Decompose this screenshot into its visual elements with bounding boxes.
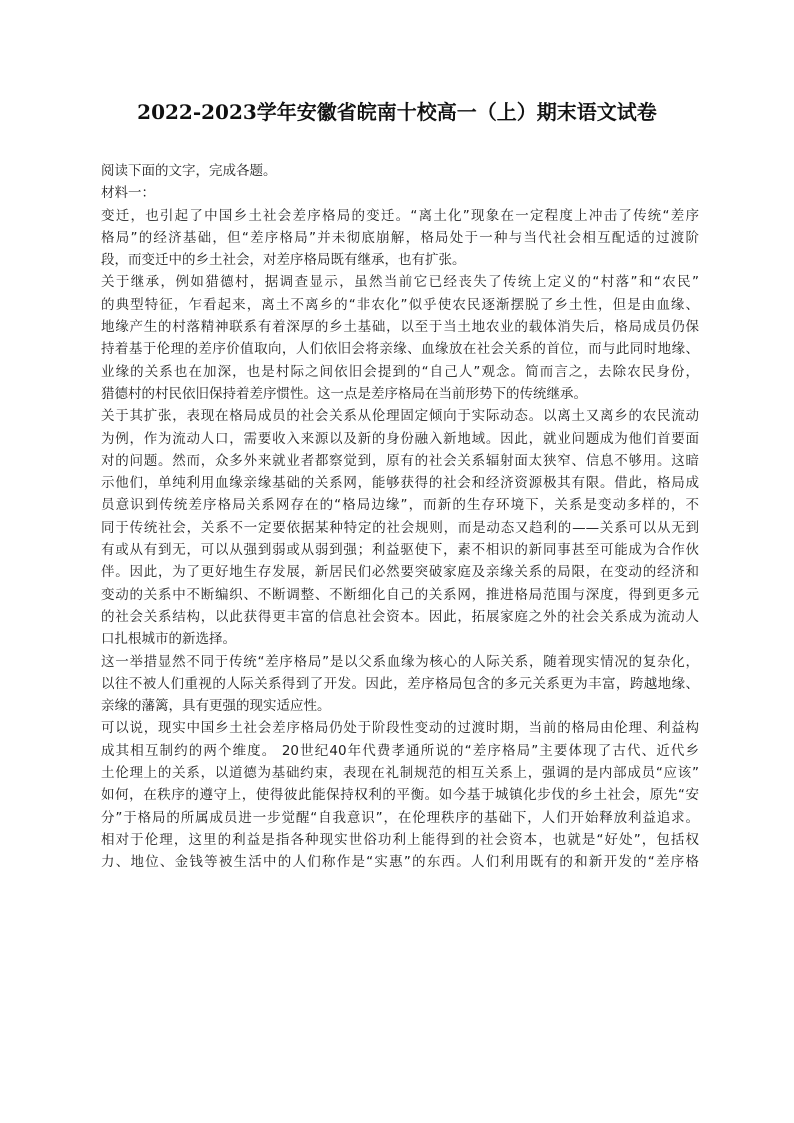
passage-line: 变动的关系中不断编织、不断调整、不断细化自己的关系网，推进格局范围与深度，得到更多元 [101,586,699,603]
passage-line: 有或从有到无，可以从强到弱或从弱到强；利益驱使下，素不相识的新同事甚至可能成为合作伙 [101,542,699,559]
passage-line: 的社会关系结构，以此获得更丰富的信息社会资本。因此，拓展家庭之外的社会关系成为流动人 [101,608,699,625]
passage-line: 变迁，也引起了中国乡土社会差序格局的变迁。“离土化”现象在一定程度上冲击了传统“差序 [101,207,699,224]
passage-line: 业缘的关系也在加深，也是村际之间依旧会提到的“自己人”观念。简而言之，去除农民身份， [101,363,699,380]
reading-passage [101,160,699,874]
passage-line: 为例，作为流动人口，需要收入来源以及新的身份融入新地域。因此，就业问题成为他们首要面 [101,430,699,447]
passage-line: 可以说，现实中国乡土社会差序格局仍处于阶段性变动的过渡时期，当前的格局由伦理、利益构 [101,720,699,737]
passage-line: 格局”的经济基础，但“差序格局”并未彻底崩解，格局处于一种与当代社会相互配适的过渡阶 [101,229,699,246]
passage-line: 对的问题。然而，众多外来就业者都察觉到，原有的社会关系辐射面太狭窄、信息不够用。这暗 [101,452,699,469]
passage-line: 力、地位、金钱等被生活中的人们称作是“实惠”的东西。人们利用既有的和新开发的“差序格 [101,854,699,871]
passage-line: 同于传统社会，关系不一定要依据某种特定的社会规则，而是动态又趋利的——关系可以从无到 [101,519,699,536]
passage-line: 示他们，单纯利用血缘亲缘基础的关系网，能够获得的社会和经济资源极其有限。借此，格局成 [101,475,699,492]
passage-line: 成其相互制约的两个维度。 20世纪40年代费孝通所说的“差序格局”主要体现了古代、近代乡 [101,742,699,759]
passage-line: 关于其扩张，表现在格局成员的社会关系从伦理固定倾向于实际动态。以离土又离乡的农民流动 [101,408,699,425]
passage-line: 如何，在秩序的遵守上，使得彼此能保持权利的平衡。如今基于城镇化步伐的乡土社会，原先“安 [101,787,699,804]
passage-line: 分”于格局的所属成员进一步觉醒“自我意识”，在伦理秩序的基础下，人们开始释放利益追求。 [101,809,699,826]
passage-line: 这一举措显然不同于传统“差序格局”是以父系血缘为核心的人际关系，随着现实情况的复杂化， [101,653,699,670]
passage-line: 段，而变迁中的乡土社会，对差序格局既有继承，也有扩张。 [101,252,466,269]
instruction-line: 阅读下面的文字，完成各题。 [101,163,277,179]
passage-line: 猎德村的村民依旧保持着差序惯性。这一点是差序格局在当前形势下的传统继承。 [101,385,587,402]
passage-line: 地缘产生的村落精神联系有着深厚的乡土基础，以至于当土地农业的载体消失后，格局成员仍保 [101,319,699,336]
passage-line: 的典型特征，乍看起来，离土不离乡的“非农化”似乎使农民逐渐摆脱了乡土性，但是由血缘、 [101,296,699,313]
passage-line: 以往不被人们重视的人际关系得到了开发。因此，差序格局包含的多元关系更为丰富，跨越地缘、 [101,675,699,692]
passage-line: 口扎根城市的新选择。 [101,631,236,648]
passage-line: 持着基于伦理的差序价值取向，人们依旧会将亲缘、血缘放在社会关系的首位，而与此同时地缘、 [101,341,699,358]
passage-line: 员意识到传统差序格局关系网存在的“格局边缘”，而新的生存环境下，关系是变动多样的，不 [101,497,699,514]
material-label: 材料一： [101,185,155,202]
passage-line: 相对于伦理，这里的利益是指各种现实世俗功利上能得到的社会资本，也就是“好处”，包括权 [101,831,699,848]
passage-line: 关于继承，例如猎德村，据调查显示，虽然当前它已经丧失了传统上定义的“村落”和“农民” [101,274,699,291]
passage-line: 伴。因此，为了更好地生存发展，新居民们必然要突破家庭及亲缘关系的局限，在变动的经济和 [101,564,699,581]
passage-line: 亲缘的藩篱，具有更强的现实适应性。 [101,698,331,715]
passage-line: 土伦理上的关系，以道德为基础约束，表现在礼制规范的相互关系上，强调的是内部成员“应该” [101,765,699,782]
exam-title: 2022-2023学年安徽省皖南十校高一（上）期末语文试卷 [137,100,657,124]
